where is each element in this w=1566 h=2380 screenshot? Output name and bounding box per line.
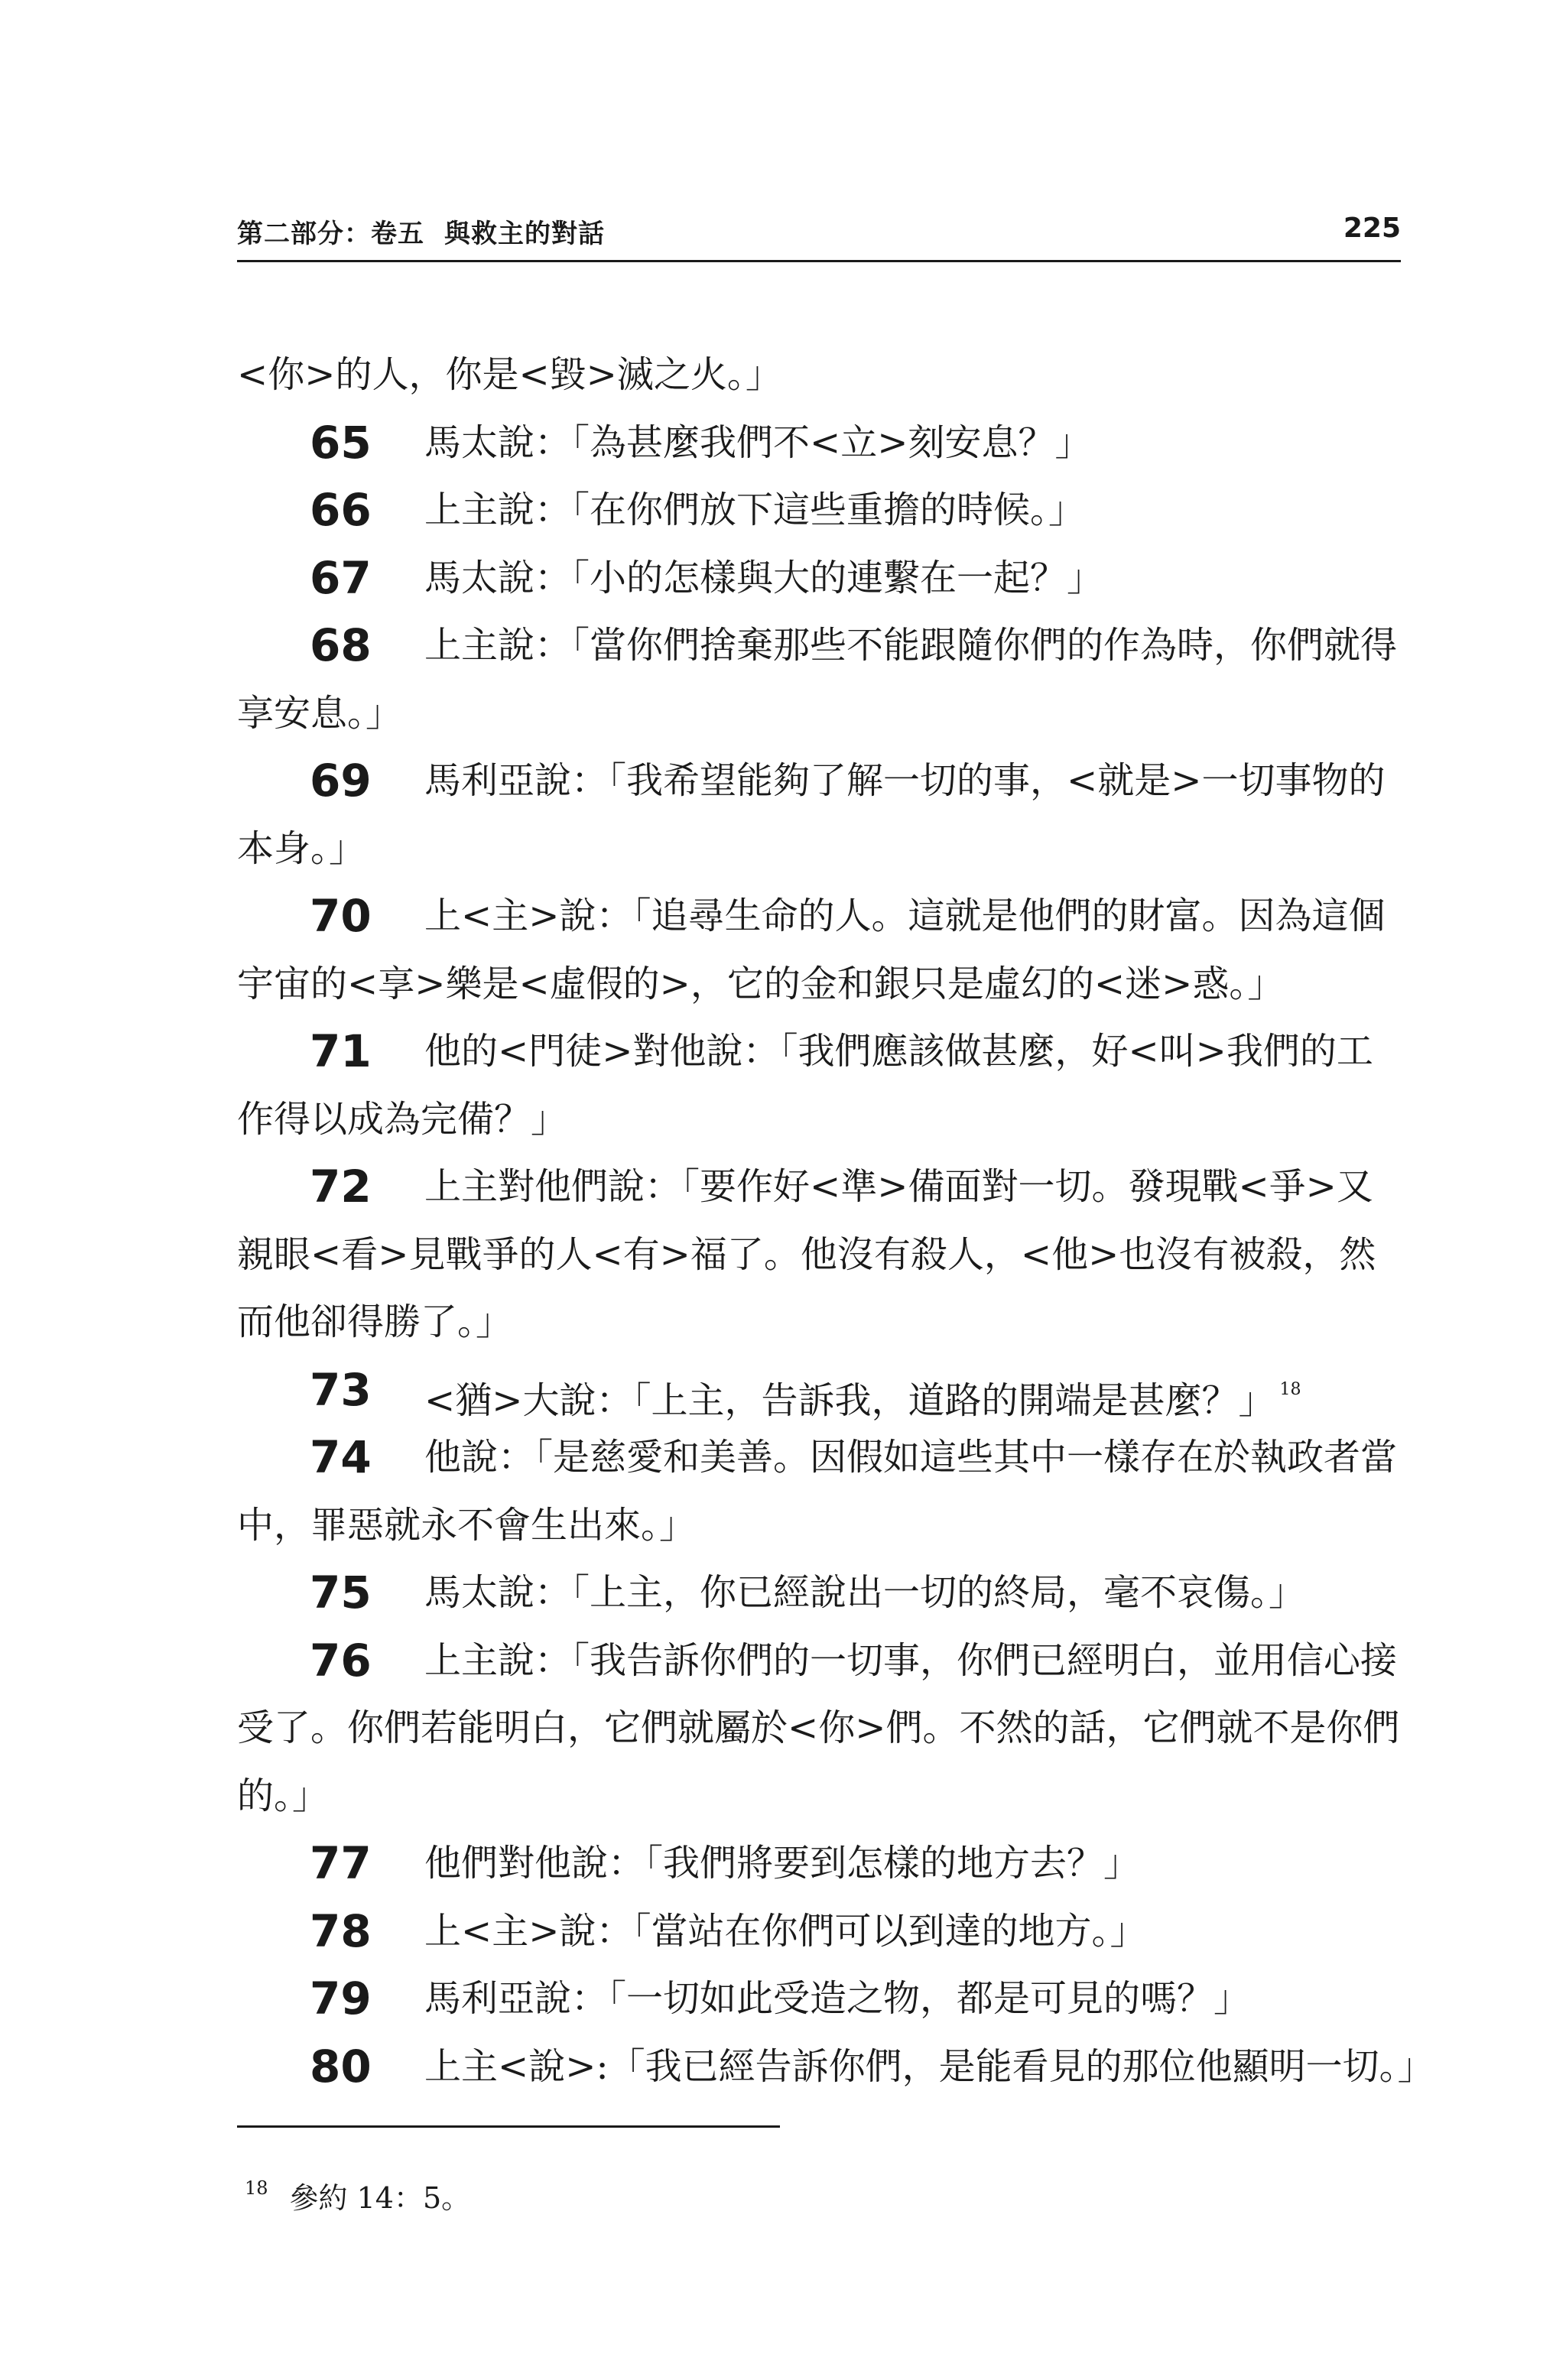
verse-text: 作得以成為完備？」 bbox=[237, 1097, 568, 1141]
verse-line bbox=[237, 1018, 1401, 1085]
verse-line bbox=[237, 680, 1401, 747]
verse-text: 馬利亞說：「我希望能夠了解一切的事，<就是>一切事物的 bbox=[424, 759, 1386, 802]
verse-number: 75 bbox=[310, 1567, 372, 1619]
page-number: 225 bbox=[1343, 213, 1401, 244]
verse-line bbox=[237, 950, 1401, 1018]
verse-text: 的。」 bbox=[237, 1774, 330, 1817]
verse-line bbox=[237, 1627, 1401, 1694]
verse-line bbox=[237, 2033, 1434, 2100]
verse-line bbox=[237, 1762, 1401, 1830]
verse-line bbox=[237, 544, 1401, 612]
verse-text: 親眼<看>見戰爭的人<有>福了。他沒有殺人，<他>也沒有被殺，然 bbox=[237, 1232, 1376, 1276]
verse-line bbox=[237, 747, 1401, 814]
verse-number: 71 bbox=[310, 1025, 372, 1077]
verse-text: <你>的人，你是<毀>滅之火。」 bbox=[237, 353, 782, 396]
verse-text: 上<主>說：「當站在你們可以到達的地方。」 bbox=[424, 1909, 1147, 1953]
footnote-text: 參約 14：5。 bbox=[289, 2181, 471, 2215]
verse-text: 他的<門徒>對他說：「我們應該做甚麼，好<叫>我們的工 bbox=[424, 1030, 1373, 1073]
verse-line bbox=[237, 882, 1401, 950]
verse-text: 上<主>說：「追尋生命的人。這就是他們的財富。因為這個 bbox=[424, 895, 1386, 937]
verse-number: 77 bbox=[310, 1837, 372, 1889]
verse-line bbox=[237, 1356, 1401, 1424]
verse-number: 73 bbox=[310, 1363, 372, 1416]
verse-number: 78 bbox=[310, 1904, 372, 1957]
verse-line bbox=[237, 612, 1401, 679]
footnote bbox=[245, 2165, 470, 2221]
verse-line bbox=[237, 341, 1401, 408]
verse-number: 72 bbox=[310, 1161, 372, 1213]
verse-number: 68 bbox=[310, 619, 372, 671]
verse-text: 宇宙的<享>樂是<虛假的>，它的金和銀只是虛幻的<迷>惑。」 bbox=[237, 962, 1285, 1005]
verse-text: 中，罪惡就永不會生出來。」 bbox=[237, 1503, 697, 1547]
verse-text: 受了。你們若能明白，它們就屬於<你>們。不然的話，它們就不是你們 bbox=[237, 1706, 1400, 1749]
verse-line bbox=[237, 815, 1401, 882]
verse-text: 而他卻得勝了。」 bbox=[237, 1300, 513, 1343]
verse-line bbox=[237, 1965, 1401, 2032]
verse-text: 本身。」 bbox=[237, 826, 366, 870]
verse-text: 上主<說>:「我已經告訴你們，是能看見的那位他顯明一切。」 bbox=[424, 2044, 1434, 2088]
verse-number: 66 bbox=[310, 484, 372, 536]
verse-text: <猶>大說：「上主，告訴我，道路的開端是甚麼？」 $^{18}$ bbox=[424, 1378, 1301, 1422]
verse-number: 80 bbox=[310, 2040, 372, 2093]
verse-text: 上主說：「在你們放下這些重擔的時候。」 bbox=[424, 489, 1086, 531]
verse-line bbox=[237, 1559, 1401, 1626]
verse-number: 70 bbox=[310, 890, 372, 942]
verse-line bbox=[237, 1898, 1401, 1965]
verse-text: 他說：「是慈愛和美善。因假如這些其中一樣存在於執政者當 bbox=[424, 1436, 1398, 1479]
verse-text: 馬利亞說：「一切如此受造之物，都是可見的嗎？」 bbox=[424, 1977, 1251, 2020]
verse-line bbox=[237, 476, 1401, 544]
footnote-reference: 18 bbox=[1279, 1379, 1301, 1399]
verse-text: 馬太說：「上主，你已經說出一切的終局，毫不哀傷。」 bbox=[424, 1571, 1306, 1614]
verse-line bbox=[237, 1424, 1401, 1491]
verse-line bbox=[237, 1288, 1401, 1356]
verse-number: 69 bbox=[310, 755, 372, 807]
verse-text: 上主說：「當你們捨棄那些不能跟隨你們的作為時，你們就得 bbox=[424, 624, 1398, 667]
verse-line bbox=[237, 1086, 1401, 1153]
verse-line bbox=[237, 1492, 1401, 1559]
verse-number: 65 bbox=[310, 416, 372, 469]
verse-text: 馬太說：「為甚麼我們不<立>刻安息？」 bbox=[424, 420, 1092, 464]
header-section: 第二部分：卷五 bbox=[237, 219, 424, 249]
header-title: 與救主的對話 bbox=[444, 219, 605, 249]
verse-text: 馬太說：「小的怎樣與大的連繫在一起？」 bbox=[424, 556, 1104, 599]
verse-number: 67 bbox=[310, 551, 372, 604]
footnote-divider bbox=[237, 2125, 780, 2128]
verse-number: 79 bbox=[310, 1973, 372, 2024]
verse-line bbox=[237, 1694, 1401, 1761]
verse-line bbox=[237, 1153, 1401, 1220]
verse-text: 享安息。」 bbox=[237, 691, 403, 735]
verse-number: 76 bbox=[310, 1634, 372, 1687]
verse-number: 74 bbox=[310, 1431, 372, 1483]
verse-text: 他們對他說：「我們將要到怎樣的地方去？」 bbox=[424, 1842, 1141, 1885]
verse-line bbox=[237, 1221, 1401, 1288]
verse-line bbox=[237, 409, 1401, 476]
verse-text: 上主對他們說：「要作好<準>備面對一切。發現戰<爭>又 bbox=[424, 1165, 1373, 1208]
verse-text: 上主說：「我告訴你們的一切事，你們已經明白，並用信心接 bbox=[424, 1638, 1398, 1682]
footnote-number: 18 bbox=[245, 2177, 268, 2199]
verse-line bbox=[237, 1830, 1401, 1897]
